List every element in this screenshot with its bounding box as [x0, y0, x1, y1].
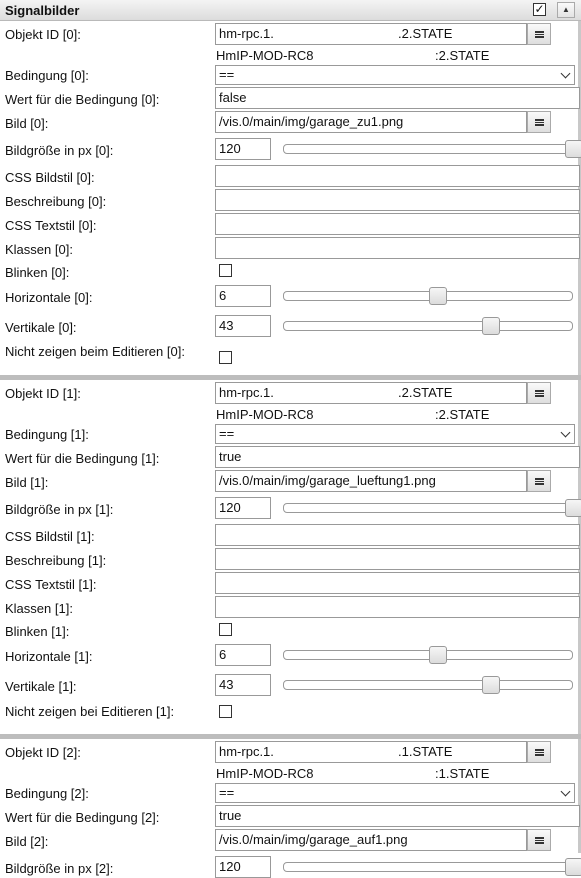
nicht-zeigen-label: Nicht zeigen beim Editieren [0]: — [5, 344, 185, 359]
beschreibung-label: Beschreibung [0]: — [5, 194, 107, 209]
bedingung-select[interactable] — [215, 783, 575, 803]
bild-label: Bild [0]: — [5, 116, 49, 131]
blinken-label: Blinken [1]: — [5, 624, 70, 639]
group-separator — [0, 734, 581, 739]
select-value: == — [219, 785, 235, 800]
list-icon — [535, 31, 544, 38]
device-channel: :2.STATE — [435, 48, 490, 63]
panel-header — [0, 0, 581, 21]
triangle-up-icon[interactable]: ▲ — [557, 2, 575, 18]
css-bildstil-label: CSS Bildstil [0]: — [5, 170, 95, 185]
list-icon — [535, 390, 544, 397]
chevron-down-icon — [561, 787, 571, 797]
vertikale-slider[interactable] — [283, 680, 573, 690]
bildgroesse-slider[interactable] — [283, 503, 573, 513]
horizontale-input[interactable]: 6 — [215, 285, 271, 307]
select-value: == — [219, 426, 235, 441]
bild-input[interactable]: /vis.0/main/img/garage_auf1.png — [215, 829, 527, 851]
bildgroesse-slider[interactable] — [283, 144, 573, 154]
bild-input-browse-button[interactable] — [527, 829, 551, 851]
objekt-id-input[interactable] — [215, 382, 527, 404]
objekt-id-label: Objekt ID [2]: — [5, 745, 81, 760]
css-textstil-label: CSS Textstil [1]: — [5, 577, 97, 592]
bildgroesse-input[interactable]: 120 — [215, 497, 271, 519]
nicht-zeigen-label: Nicht zeigen bei Editieren [1]: — [5, 704, 175, 719]
beschreibung-label: Beschreibung [1]: — [5, 553, 107, 568]
css-bildstil-input[interactable] — [215, 524, 580, 546]
bildgroesse-label: Bildgröße in px [1]: — [5, 502, 114, 517]
horizontale-slider[interactable] — [283, 291, 573, 301]
device-name: HmIP-MOD-RC8 — [216, 766, 314, 781]
blinken-checkbox[interactable] — [219, 623, 232, 636]
bildgroesse-input[interactable]: 120 — [215, 856, 271, 878]
wert-input[interactable]: false — [215, 87, 580, 109]
bild-label: Bild [1]: — [5, 475, 49, 490]
panel-enable-checkbox[interactable]: ✓ — [534, 2, 545, 16]
wert-label: Wert für die Bedingung [1]: — [5, 451, 160, 466]
slider-handle[interactable] — [565, 499, 581, 517]
nicht-zeigen-checkbox[interactable] — [219, 351, 232, 364]
horizontale-label: Horizontale [0]: — [5, 290, 93, 305]
objekt-id-label: Objekt ID [0]: — [5, 27, 81, 42]
klassen-input[interactable] — [215, 237, 580, 259]
beschreibung-input[interactable] — [215, 548, 580, 570]
bild-input[interactable]: /vis.0/main/img/garage_lueftung1.png — [215, 470, 527, 492]
blinken-label: Blinken [0]: — [5, 265, 70, 280]
wert-input[interactable]: true — [215, 805, 580, 827]
objekt-id-browse-button[interactable] — [527, 382, 551, 404]
slider-handle[interactable] — [482, 676, 500, 694]
horizontale-input[interactable]: 6 — [215, 644, 271, 666]
bedingung-label: Bedingung [1]: — [5, 427, 89, 442]
vertikale-input[interactable]: 43 — [215, 315, 271, 337]
bild-input-browse-button[interactable] — [527, 470, 551, 492]
device-name: HmIP-MOD-RC8 — [216, 407, 314, 422]
bildgroesse-label: Bildgröße in px [2]: — [5, 861, 114, 876]
horizontale-label: Horizontale [1]: — [5, 649, 93, 664]
bedingung-label: Bedingung [2]: — [5, 786, 89, 801]
vertikale-slider[interactable] — [283, 321, 573, 331]
chevron-down-icon — [561, 428, 571, 438]
panel-title: Signalbilder — [5, 3, 80, 18]
slider-handle[interactable] — [565, 858, 581, 876]
wert-label: Wert für die Bedingung [2]: — [5, 810, 160, 825]
objekt-id-browse-button[interactable] — [527, 741, 551, 763]
slider-handle[interactable] — [565, 140, 581, 158]
device-channel: :1.STATE — [435, 766, 490, 781]
objekt-id-prefix: hm-rpc.1. — [219, 385, 274, 400]
bedingung-select[interactable] — [215, 65, 575, 85]
slider-handle[interactable] — [482, 317, 500, 335]
vertikale-label: Vertikale [1]: — [5, 679, 77, 694]
bildgroesse-label: Bildgröße in px [0]: — [5, 143, 114, 158]
device-channel: :2.STATE — [435, 407, 490, 422]
objekt-id-browse-button[interactable] — [527, 23, 551, 45]
slider-handle[interactable] — [429, 287, 447, 305]
wert-input[interactable]: true — [215, 446, 580, 468]
objekt-id-suffix: .1.STATE — [398, 744, 453, 759]
bildgroesse-input[interactable]: 120 — [215, 138, 271, 160]
objekt-id-suffix: .2.STATE — [398, 385, 453, 400]
bedingung-select[interactable] — [215, 424, 575, 444]
list-icon — [535, 837, 544, 844]
css-textstil-input[interactable] — [215, 572, 580, 594]
klassen-label: Klassen [0]: — [5, 242, 73, 257]
klassen-input[interactable] — [215, 596, 580, 618]
objekt-id-suffix: .2.STATE — [398, 26, 453, 41]
css-bildstil-input[interactable] — [215, 165, 580, 187]
css-textstil-input[interactable] — [215, 213, 580, 235]
blinken-checkbox[interactable] — [219, 264, 232, 277]
list-icon — [535, 749, 544, 756]
objekt-id-label: Objekt ID [1]: — [5, 386, 81, 401]
klassen-label: Klassen [1]: — [5, 601, 73, 616]
vertikale-input[interactable]: 43 — [215, 674, 271, 696]
wert-label: Wert für die Bedingung [0]: — [5, 92, 160, 107]
select-value: == — [219, 67, 235, 82]
css-bildstil-label: CSS Bildstil [1]: — [5, 529, 95, 544]
bildgroesse-slider[interactable] — [283, 862, 573, 872]
vertikale-label: Vertikale [0]: — [5, 320, 77, 335]
device-name: HmIP-MOD-RC8 — [216, 48, 314, 63]
horizontale-slider[interactable] — [283, 650, 573, 660]
objekt-id-input[interactable] — [215, 741, 527, 763]
objekt-id-input[interactable] — [215, 23, 527, 45]
beschreibung-input[interactable] — [215, 189, 580, 211]
css-textstil-label: CSS Textstil [0]: — [5, 218, 97, 233]
list-icon — [535, 478, 544, 485]
list-icon — [535, 119, 544, 126]
objekt-id-prefix: hm-rpc.1. — [219, 744, 274, 759]
group-separator — [0, 375, 581, 380]
objekt-id-prefix: hm-rpc.1. — [219, 26, 274, 41]
bild-input[interactable]: /vis.0/main/img/garage_zu1.png — [215, 111, 527, 133]
chevron-down-icon — [561, 69, 571, 79]
nicht-zeigen-checkbox[interactable] — [219, 705, 232, 718]
slider-handle[interactable] — [429, 646, 447, 664]
bedingung-label: Bedingung [0]: — [5, 68, 89, 83]
bild-input-browse-button[interactable] — [527, 111, 551, 133]
bild-label: Bild [2]: — [5, 834, 49, 849]
